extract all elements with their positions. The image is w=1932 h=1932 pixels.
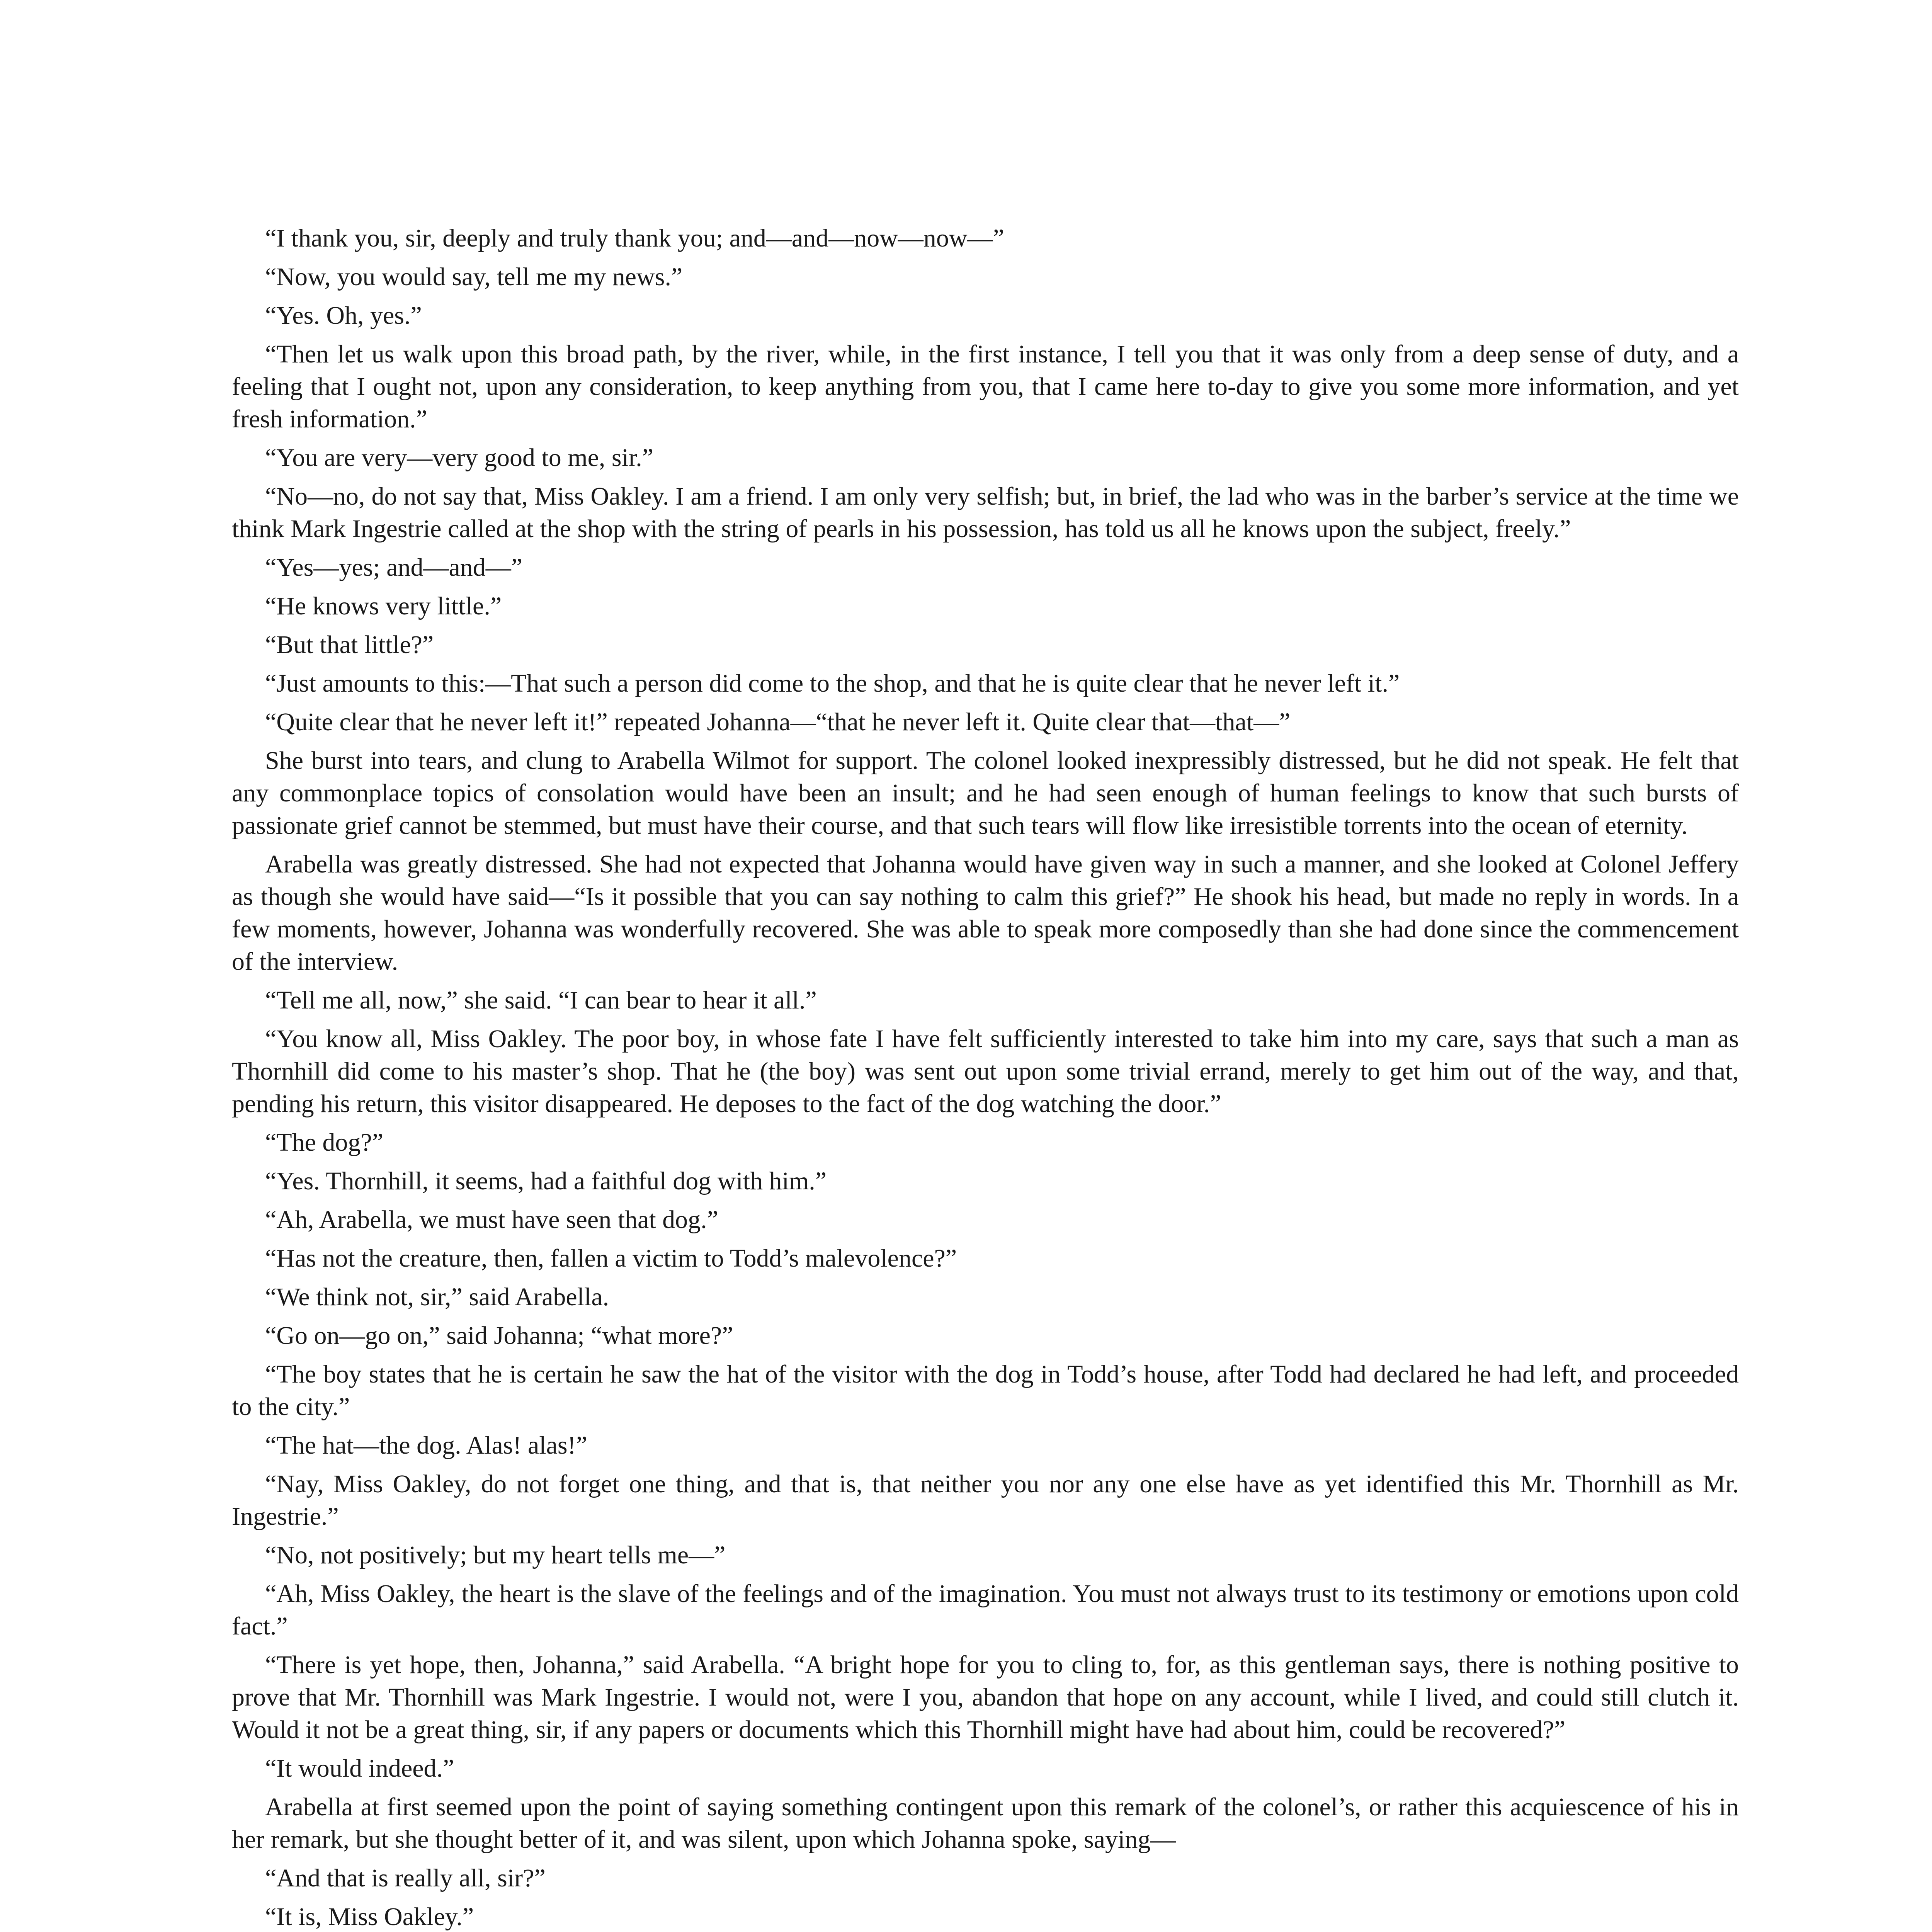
paragraph: “But that little?” — [265, 631, 434, 659]
paragraph: “Ah, Miss Oakley, the heart is the slave of the feelings and of the imagination. You must not always trust to its testimony or emotions upon cold fact.” — [232, 1580, 1739, 1640]
paragraph: “There is yet hope, then, Johanna,” said Arabella. “A bright hope for you to cling to, for, as this gentleman says, there is nothing positive to prove that Mr. Thornhill was Mark Ingestrie. I would not, were I you, abandon that hope on any account, while I lived, and could still clutch it. Would it not be a great thing, sir, if any papers or documents which this Thornhill might have had about him, could be recovered?” — [232, 1651, 1739, 1744]
paragraph: “We think not, sir,” said Arabella. — [265, 1283, 609, 1311]
paragraph: “Now, you would say, tell me my news.” — [265, 263, 683, 291]
paragraph: “Yes. Oh, yes.” — [265, 301, 422, 330]
paragraph: “Quite clear that he never left it!” repeated Johanna—“that he never left it. Quite clear that—that—” — [265, 708, 1291, 736]
paragraph: “Ah, Arabella, we must have seen that dog.” — [265, 1206, 718, 1234]
paragraph: “You know all, Miss Oakley. The poor boy, in whose fate I have felt sufficiently interested to take him into my care, says that such a man as Thornhill did come to his master’s shop. That he (the boy) was sent out upon some trivial errand, merely to get him out of the way, and that, pending his return, this visitor disappeared. He deposes to the fact of the dog watching the door.” — [232, 1025, 1739, 1118]
paragraph: Arabella at first seemed upon the point of saying something contingent upon this remark of the colonel’s, or rather this acquiescence of his in her remark, but she thought better of it, and was silent, upon which Johanna spoke, saying— — [232, 1793, 1739, 1854]
paragraph: “It would indeed.” — [265, 1754, 454, 1782]
paragraph: “No, not positively; but my heart tells me—” — [265, 1541, 726, 1569]
paragraph: “Tell me all, now,” she said. “I can bear to hear it all.” — [265, 986, 817, 1014]
paragraph: “The dog?” — [265, 1128, 383, 1156]
paragraph: “I thank you, sir, deeply and truly thank you; and—and—now—now—” — [265, 224, 1004, 252]
body-text — [232, 222, 1739, 1932]
paragraph: “The hat—the dog. Alas! alas!” — [265, 1431, 587, 1459]
paragraph: Arabella was greatly distressed. She had not expected that Johanna would have given way in such a manner, and she looked at Colonel Jeffery as though she would have said—“Is it possible that you can say nothing to calm this grief?” He shook his head, but made no reply in words. In a few moments, however, Johanna was wonderfully recovered. She was able to speak more composedly than she had done since the commencement of the interview. — [232, 850, 1739, 976]
paragraph: “The boy states that he is certain he saw the hat of the visitor with the dog in Todd’s house, after Todd had declared he had left, and proceeded to the city.” — [232, 1360, 1739, 1421]
paragraph: “You are very—very good to me, sir.” — [265, 444, 654, 472]
paragraph: “He knows very little.” — [265, 592, 502, 620]
paragraph: “No—no, do not say that, Miss Oakley. I am a friend. I am only very selfish; but, in brief, the lad who was in the barber’s service at the time we think Mark Ingestrie called at the shop with the string of pearls in his possession, has told us all he knows upon the subject, freely.” — [232, 482, 1739, 543]
paragraph: “Yes—yes; and—and—” — [265, 553, 523, 582]
paragraph: “Go on—go on,” said Johanna; “what more?” — [265, 1321, 733, 1350]
paragraph: “Nay, Miss Oakley, do not forget one thing, and that is, that neither you nor any one else have as yet identified this Mr. Thornhill as Mr. Ingestrie.” — [232, 1470, 1739, 1531]
paragraph: “Just amounts to this:—That such a person did come to the shop, and that he is quite clear that he never left it.” — [265, 669, 1400, 697]
paragraph: “Has not the creature, then, fallen a victim to Todd’s malevolence?” — [265, 1244, 957, 1272]
paragraph: “And that is really all, sir?” — [265, 1864, 546, 1892]
paragraph: “It is, Miss Oakley.” — [265, 1903, 474, 1931]
paragraph: “Yes. Thornhill, it seems, had a faithful dog with him.” — [265, 1167, 827, 1195]
paragraph: “Then let us walk upon this broad path, by the river, while, in the first instance, I tell you that it was only from a deep sense of duty, and a feeling that I ought not, upon any consideration, to keep anything from you, that I came here to-day to give you some more information, and yet fresh information.” — [232, 340, 1739, 433]
paragraph: She burst into tears, and clung to Arabella Wilmot for support. The colonel looked inexpressibly distressed, but he did not speak. He felt that any commonplace topics of consolation would have been an insult; and he had seen enough of human feelings to know that such bursts of passionate grief cannot be stemmed, but must have their course, and that such tears will flow like irresistible torrents into the ocean of eternity. — [232, 747, 1739, 840]
